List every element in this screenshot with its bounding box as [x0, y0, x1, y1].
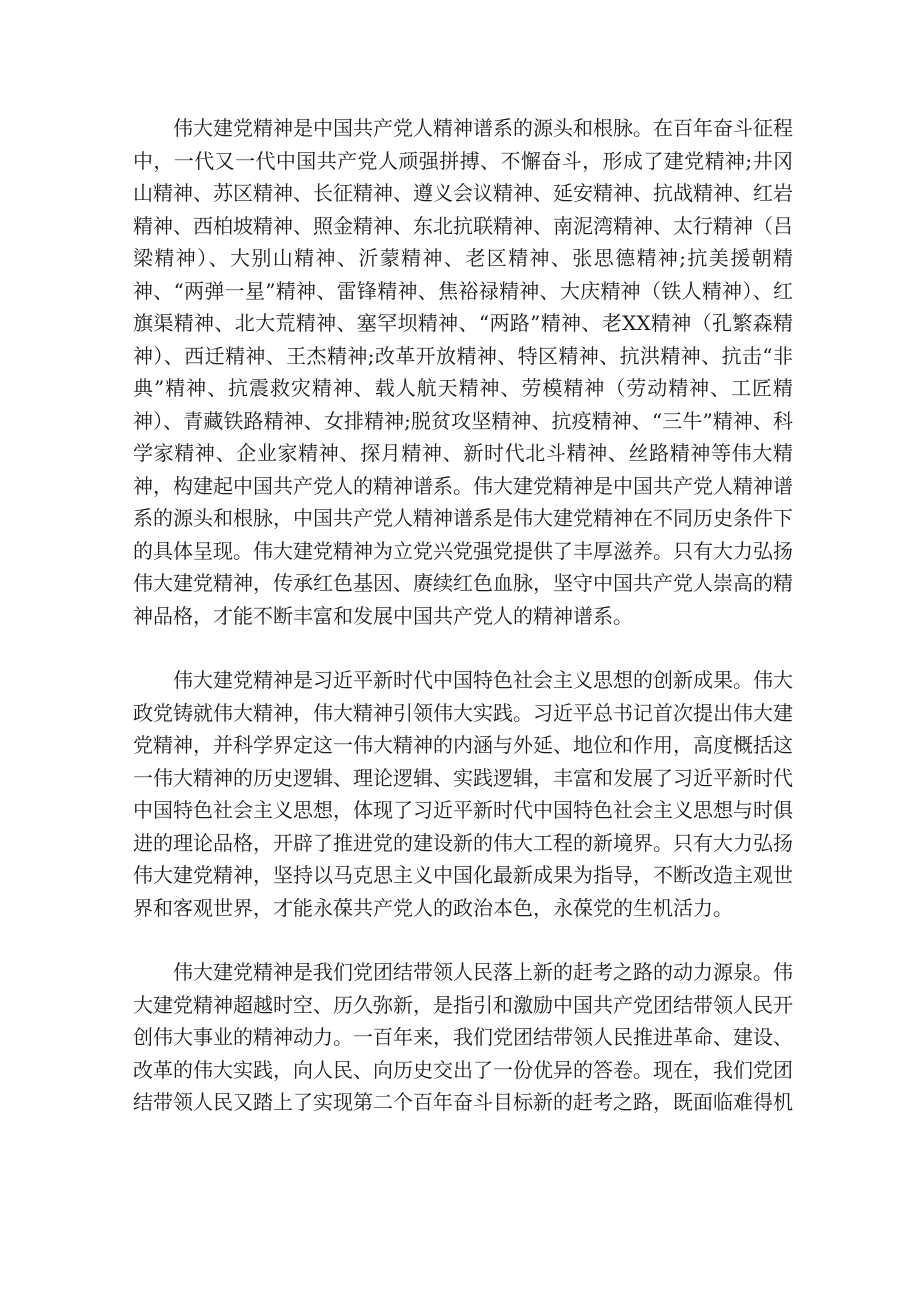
paragraph-driving-force: 伟大建党精神是我们党团结带领人民落上新的赶考之路的动力源泉。伟大建党精神超越时空、历久弥新，是指引和激励中国共产党团结带领人民开创伟大事业的精神动力。一百年来，我们党团结带领人民推进革命、建设、改革的伟大实践，向人民、向历史交出了一份优异的答卷。现在，我们党团结带领人民又踏上了实现第二个百年奋斗目标新的赶考之路，既面临难得机 — [133, 960, 793, 1114]
paragraph-spirit-genealogy: 伟大建党精神是中国共产党人精神谱系的源头和根脉。在百年奋斗征程中，一代又一代中国共产党人顽强拼搏、不懈奋斗，形成了建党精神;井冈山精神、苏区精神、长征精神、遵义会议精神、延安精神、抗战精神、红岩精神、西柏坡精神、照金精神、东北抗联精神、南泥湾精神、太行精神（吕梁精神）、大别山精神、沂蒙精神、老区精神、张思德精神;抗美援朝精神、“两弹一星”精神、雷锋精神、焦裕禄精神、大庆精神（铁人精神）、红旗渠精神、北大荒精神、塞罕坝精神、“两路”精神、老XX精神（孔繁森精神）、西迁精神、王杰精神;改革开放精神、特区精神、抗洪精神、抗击“非典”精神、抗震救灾精神、载人航天精神、劳模精神（劳动精神、工匠精神）、青藏铁路精神、女排精神;脱贫攻坚精神、抗疫精神、“三牛”精神、科学家精神、企业家精神、探月精神、新时代北斗精神、丝路精神等伟大精神，构建起中国共产党人的精神谱系。伟大建党精神是中国共产党人精神谱系的源头和根脉，中国共产党人精神谱系是伟大建党精神在不同历史条件下的具体呈现。伟大建党精神为立党兴党强党提供了丰厚滋养。只有大力弘扬伟大建党精神，传承红色基因、赓续红色血脉，坚守中国共产党人崇高的精神品格，才能不断丰富和发展中国共产党人的精神谱系。 — [133, 116, 793, 628]
document-body — [133, 112, 793, 1119]
paragraph-innovation-achievement: 伟大建党精神是习近平新时代中国特色社会主义思想的创新成果。伟大政党铸就伟大精神，伟大精神引领伟大实践。习近平总书记首次提出伟大建党精神，并科学界定这一伟大精神的内涵与外延、地位和作用，高度概括这一伟大精神的历史逻辑、理论逻辑、实践逻辑，丰富和发展了习近平新时代中国特色社会主义思想，体现了习近平新时代中国特色社会主义思想与时俱进的理论品格，开辟了推进党的建设新的伟大工程的新境界。只有大力弘扬伟大建党精神，坚持以马克思主义中国化最新成果为指导，不断改造主观世界和客观世界，才能永葆共产党人的政治本色，永葆党的生机活力。 — [133, 668, 793, 920]
